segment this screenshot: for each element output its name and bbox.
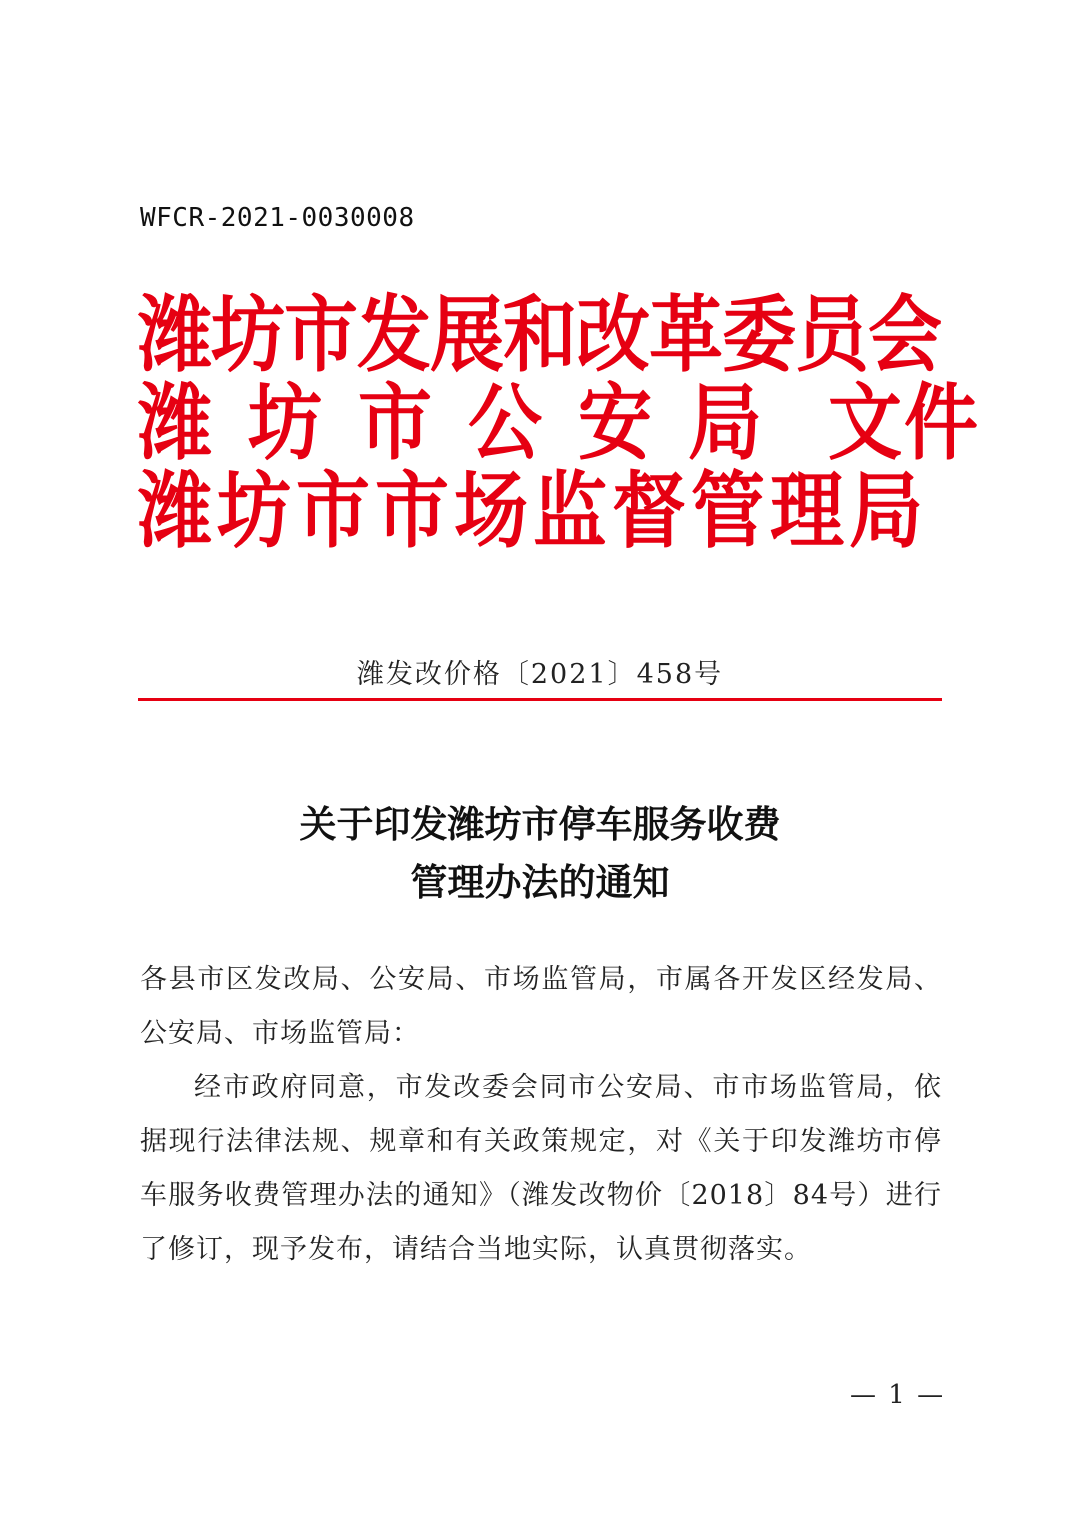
- title-line-2: 管理办法的通知: [410, 860, 670, 904]
- issuer-suffix-wenjian: 文件: [828, 375, 980, 472]
- recipients-paragraph: 各县市区发改局、公安局、市场监管局，市属各开发区经发局、公安局、市场监管局：: [140, 964, 942, 1049]
- document-code: WFCR-2021-0030008: [140, 203, 415, 233]
- title-line-1: 关于印发潍坊市停车服务收费: [299, 802, 781, 846]
- issuer-line-market-supervision: 潍坊市市场监督管理局: [138, 463, 928, 560]
- issuer-line-public-security: 潍坊市公安局: [138, 375, 798, 472]
- document-title: [0, 795, 1080, 911]
- page-number: — 1 —: [850, 1380, 946, 1410]
- document-number: 潍发改价格〔2021〕458号: [356, 659, 724, 690]
- issuer-line-development-reform: 潍坊市发展和改革委员会: [138, 287, 941, 384]
- document-body: [140, 953, 942, 1277]
- body-paragraph: 经市政府同意，市发改委会同市公安局、市市场监管局，依据现行法律法规、规章和有关政策规定，对《关于印发潍坊市停车服务收费管理办法的通知》（潍发改物价〔2018〕84号）进行了修订，现予发布，请结合当地实际，认真贯彻落实。: [140, 1072, 942, 1265]
- red-divider: [138, 698, 942, 701]
